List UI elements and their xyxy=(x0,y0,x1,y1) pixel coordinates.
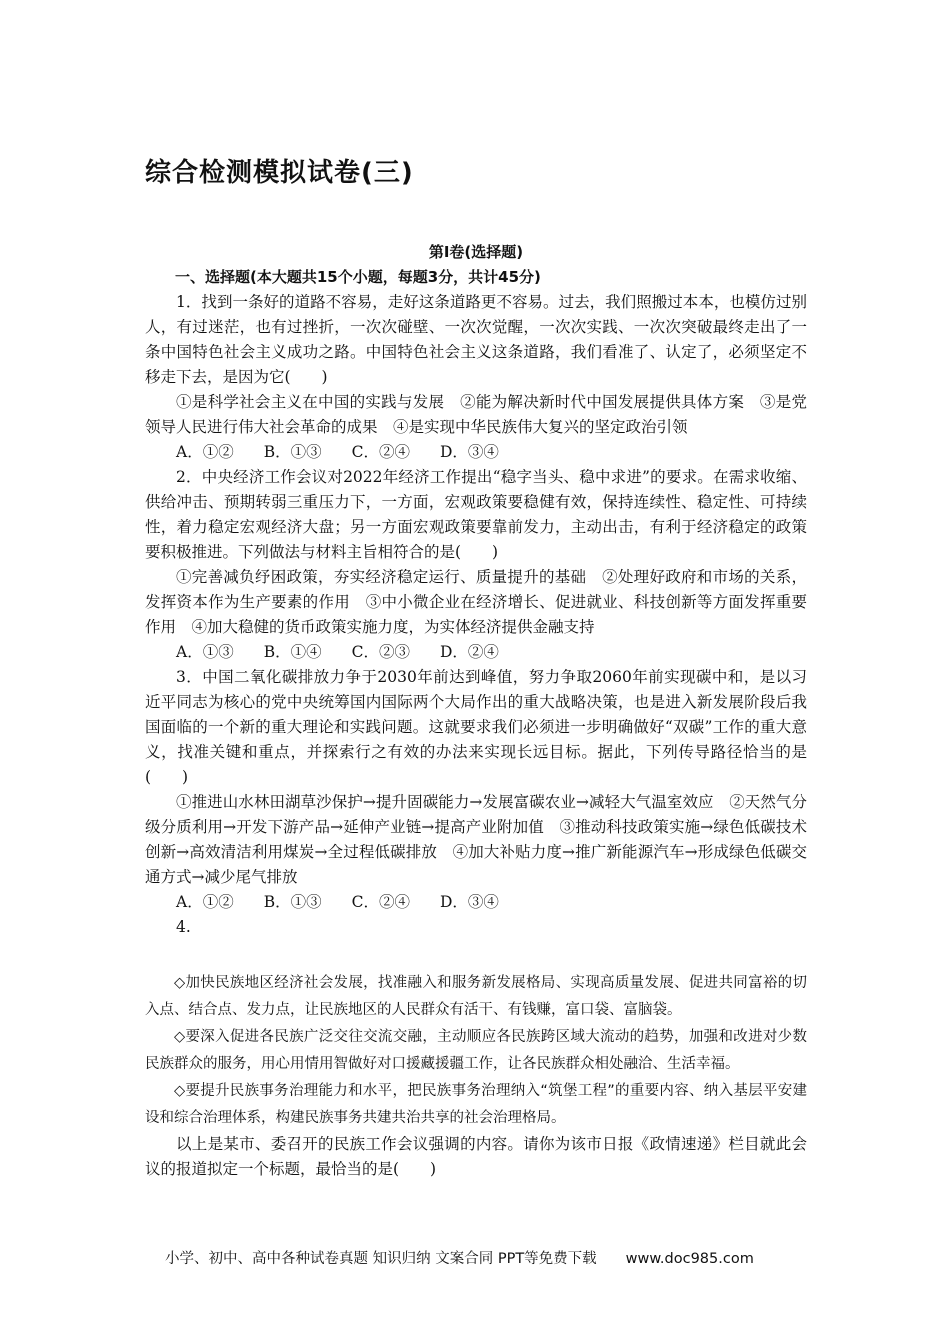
option-d: D．③④ xyxy=(439,443,499,461)
option-c: C．②④ xyxy=(351,443,410,461)
footer-advert: 小学、初中、高中各种试卷真题 知识归纳 文案合同 PPT等免费下载 www.doc985.com xyxy=(165,1251,754,1267)
exam-content xyxy=(145,240,807,1182)
bullet-point: ◇加快民族地区经济社会发展，找准融入和服务新发展格局、实现高质量发展、促进共同富裕的切入点、结合点、发力点，让民族地区的人民群众有活干、有钱赚，富口袋、富脑袋。 xyxy=(145,975,807,1018)
question-4 xyxy=(145,915,807,1182)
option-d: D．②④ xyxy=(439,643,499,661)
question-stem: 以上是某市、委召开的民族工作会议强调的内容。请你为该市日报《政情速递》栏目就此会议的报道拟定一个标题，最恰当的是( ) xyxy=(145,1135,807,1178)
option-a: A．①② xyxy=(176,893,234,911)
option-d: D．③④ xyxy=(439,893,499,911)
option-c: C．②④ xyxy=(351,893,410,911)
question-stem: 3．中国二氧化碳排放力争于2030年前达到峰值，努力争取2060年前实现碳中和，是以习近平同志为核心的党中央统筹国内国际两个大局作出的重大战略决策，也是进入新发展阶段后我国面临的一个新的重大理论和实践问题。这就要求我们必须进一步明确做好“双碳”工作的重大意义，找准关键和重点，并探索行之有效的办法来实现长远目标。据此，下列传导路径恰当的是( ) xyxy=(145,668,807,786)
question-items: ①是科学社会主义在中国的实践与发展 ②能为解决新时代中国发展提供具体方案 ③是党领导人民进行伟大社会革命的成果 ④是实现中华民族伟大复兴的坚定政治引领 xyxy=(145,393,807,436)
question-stem: 1．找到一条好的道路不容易，走好这条道路更不容易。过去，我们照搬过本本，也模仿过别人，有过迷茫，也有过挫折，一次次碰壁、一次次觉醒，一次次实践、一次次突破最终走出了一条中国特色社会主义成功之路。中国特色社会主义这条道路，我们看准了、认定了，必须坚定不移走下去，是因为它( ) xyxy=(145,293,807,386)
question-items: ①完善减负纾困政策，夯实经济稳定运行、质量提升的基础 ②处理好政府和市场的关系，发挥资本作为生产要素的作用 ③中小微企业在经济增长、促进就业、科技创新等方面发挥重要作用 ④加大稳健的货币政策实施力度，为实体经济提供金融支持 xyxy=(145,568,807,636)
question-3 xyxy=(145,665,807,915)
question-2 xyxy=(145,465,807,665)
option-b: B．①④ xyxy=(263,643,322,661)
page-title: 综合检测模拟试卷(三) xyxy=(145,158,414,188)
question-options xyxy=(145,640,807,665)
question-items: ①推进山水林田湖草沙保护→提升固碳能力→发展富碳农业→减轻大气温室效应 ②天然气分级分质利用→开发下游产品→延伸产业链→提高产业附加值 ③推动科技政策实施→绿色低碳技术创新→高效清洁利用煤炭→全过程低碳排放 ④加大补贴力度→推广新能源汽车→形成绿色低碳交通方式→减少尾气排放 xyxy=(145,793,807,886)
section-header: 第Ⅰ卷(选择题) xyxy=(428,243,524,261)
option-a: A．①③ xyxy=(176,643,234,661)
bullet-point: ◇要深入促进各民族广泛交往交流交融，主动顺应各民族跨区域大流动的趋势，加强和改进对少数民族群众的服务，用心用情用智做好对口援藏援疆工作，让各民族群众相处融洽、生活幸福。 xyxy=(145,1029,807,1072)
option-b: B．①③ xyxy=(263,893,322,911)
question-number: 4. xyxy=(176,918,191,936)
question-options xyxy=(145,890,807,915)
bullet-point: ◇要提升民族事务治理能力和水平，把民族事务治理纳入“筑堡工程”的重要内容、纳入基层平安建设和综合治理体系，构建民族事务共建共治共享的社会治理格局。 xyxy=(145,1083,807,1126)
section-title: 一、选择题(本大题共15个小题，每题3分，共计45分) xyxy=(175,268,541,286)
question-options xyxy=(145,440,807,465)
question-1 xyxy=(145,290,807,465)
option-a: A．①② xyxy=(176,443,234,461)
question-stem: 2．中央经济工作会议对2022年经济工作提出“稳字当头、稳中求进”的要求。在需求收缩、供给冲击、预期转弱三重压力下，一方面，宏观政策要稳健有效，保持连续性、稳定性、可持续性，着力稳定宏观经济大盘；另一方面宏观政策要靠前发力，主动出击，有利于经济稳定的政策要积极推进。下列做法与材料主旨相符合的是( ) xyxy=(145,468,807,561)
option-b: B．①③ xyxy=(263,443,322,461)
option-c: C．②③ xyxy=(351,643,410,661)
